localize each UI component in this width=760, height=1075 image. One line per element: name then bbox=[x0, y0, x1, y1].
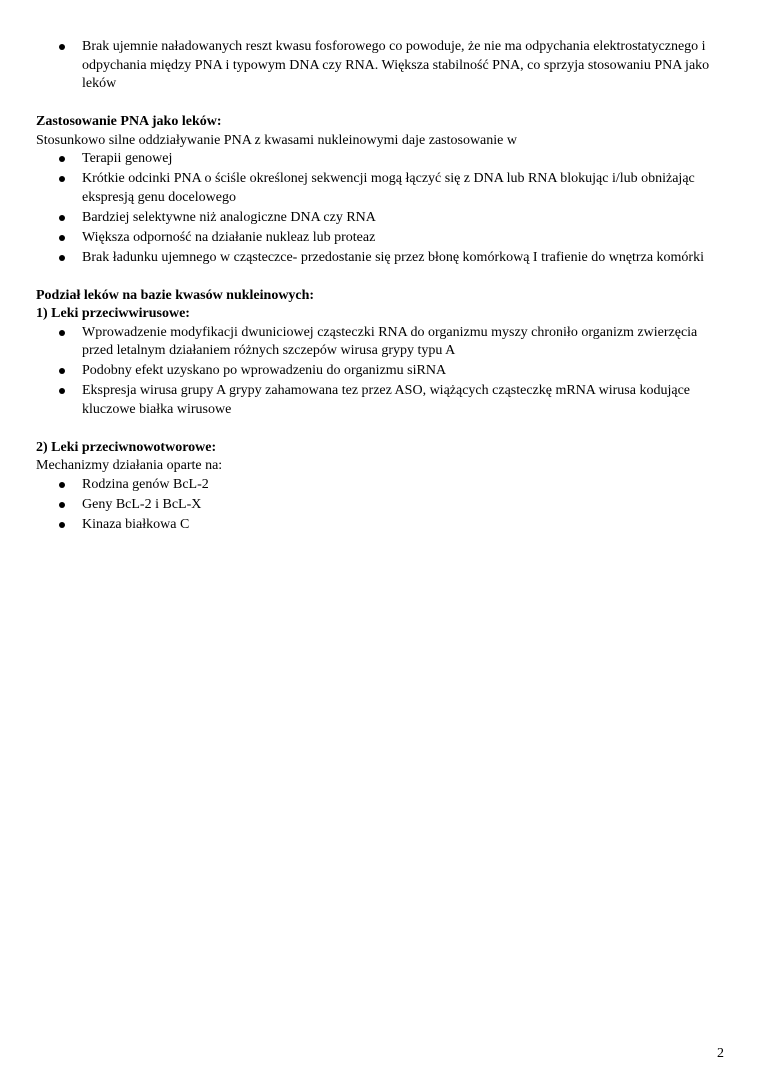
list-item-text: Wprowadzenie modyfikacji dwuniciowej cząsteczki RNA do organizmu myszy chroniło organizm zwierzęcia przed letalnym działaniem różnych szczepów wirusa grypy typu A bbox=[82, 324, 698, 358]
subheading-antiviral: 1) Leki przeciwwirusowe: bbox=[36, 306, 190, 321]
antiviral-list bbox=[36, 324, 726, 420]
list-item bbox=[36, 362, 726, 381]
bullet-icon bbox=[59, 176, 65, 182]
list-item bbox=[36, 170, 726, 207]
list-item-text: Krótkie odcinki PNA o ściśle określonej sekwencji mogą łączyć się z DNA lub RNA blokując i/lub obniżając ekspresją genu docelowego bbox=[82, 171, 695, 205]
list-item-text: Geny BcL-2 i BcL-X bbox=[82, 496, 202, 512]
list-item bbox=[36, 209, 726, 228]
list-item bbox=[36, 249, 726, 268]
intro-bullet-list bbox=[36, 38, 726, 94]
list-item-text: Rodzina genów BcL-2 bbox=[82, 476, 209, 492]
bullet-icon bbox=[59, 215, 65, 221]
list-item bbox=[36, 516, 726, 535]
section-heading-pna-drugs: Zastosowanie PNA jako leków: bbox=[36, 114, 222, 129]
bullet-icon bbox=[59, 482, 65, 488]
section-heading-drug-classification: Podział leków na bazie kwasów nukleinowych: bbox=[36, 287, 315, 303]
page-number: 2 bbox=[717, 1046, 724, 1061]
list-item-text: Ekspresja wirusa grupy A grypy zahamowana tez przez ASO, wiążących cząsteczkę mRNA wirusa kodujące kluczowe białka wirusowe bbox=[82, 383, 691, 417]
list-item bbox=[36, 229, 726, 248]
list-item-text: Terapii genowej bbox=[82, 151, 173, 166]
subheading-anticancer: 2) Leki przeciwnowotworowe: bbox=[36, 439, 217, 455]
anticancer-list bbox=[36, 476, 726, 535]
bullet-icon bbox=[59, 502, 65, 508]
bullet-icon bbox=[59, 368, 65, 374]
list-item bbox=[36, 382, 726, 419]
list-item-text: Większa odporność na działanie nukleaz lub proteaz bbox=[82, 229, 376, 245]
list-item-text: Kinaza białkowa C bbox=[82, 516, 190, 532]
list-item-text: Brak ładunku ujemnego w cząsteczce- przedostanie się przez błonę komórkową I trafienie do wnętrza komórki bbox=[82, 249, 704, 265]
section-intro-text: Stosunkowo silne oddziaływanie PNA z kwasami nukleinowymi daje zastosowanie w bbox=[36, 132, 517, 148]
list-item-text: Bardziej selektywne niż analogiczne DNA czy RNA bbox=[82, 209, 376, 225]
list-item bbox=[36, 476, 726, 495]
bullet-icon bbox=[59, 388, 65, 394]
bullet-icon bbox=[59, 522, 65, 528]
list-item-text: Podobny efekt uzyskano po wprowadzeniu do organizmu siRNA bbox=[82, 363, 447, 378]
section-intro-text: Mechanizmy działania oparte na: bbox=[36, 458, 223, 473]
pna-applications-list bbox=[36, 150, 726, 267]
list-item bbox=[36, 38, 726, 94]
list-item-text: Brak ujemnie naładowanych reszt kwasu fosforowego co powoduje, że nie ma odpychania elektrostatycznego i odpychania między PNA i typowym DNA czy RNA. Większa stabilność PNA, co sprzyja stosowaniu PNA jako leków bbox=[82, 39, 710, 91]
document-page bbox=[36, 38, 726, 536]
list-item bbox=[36, 496, 726, 515]
bullet-icon bbox=[59, 156, 65, 162]
bullet-icon bbox=[59, 235, 65, 241]
list-item bbox=[36, 324, 726, 361]
bullet-icon bbox=[59, 255, 65, 261]
bullet-icon bbox=[59, 44, 65, 50]
bullet-icon bbox=[59, 330, 65, 336]
list-item bbox=[36, 150, 726, 169]
